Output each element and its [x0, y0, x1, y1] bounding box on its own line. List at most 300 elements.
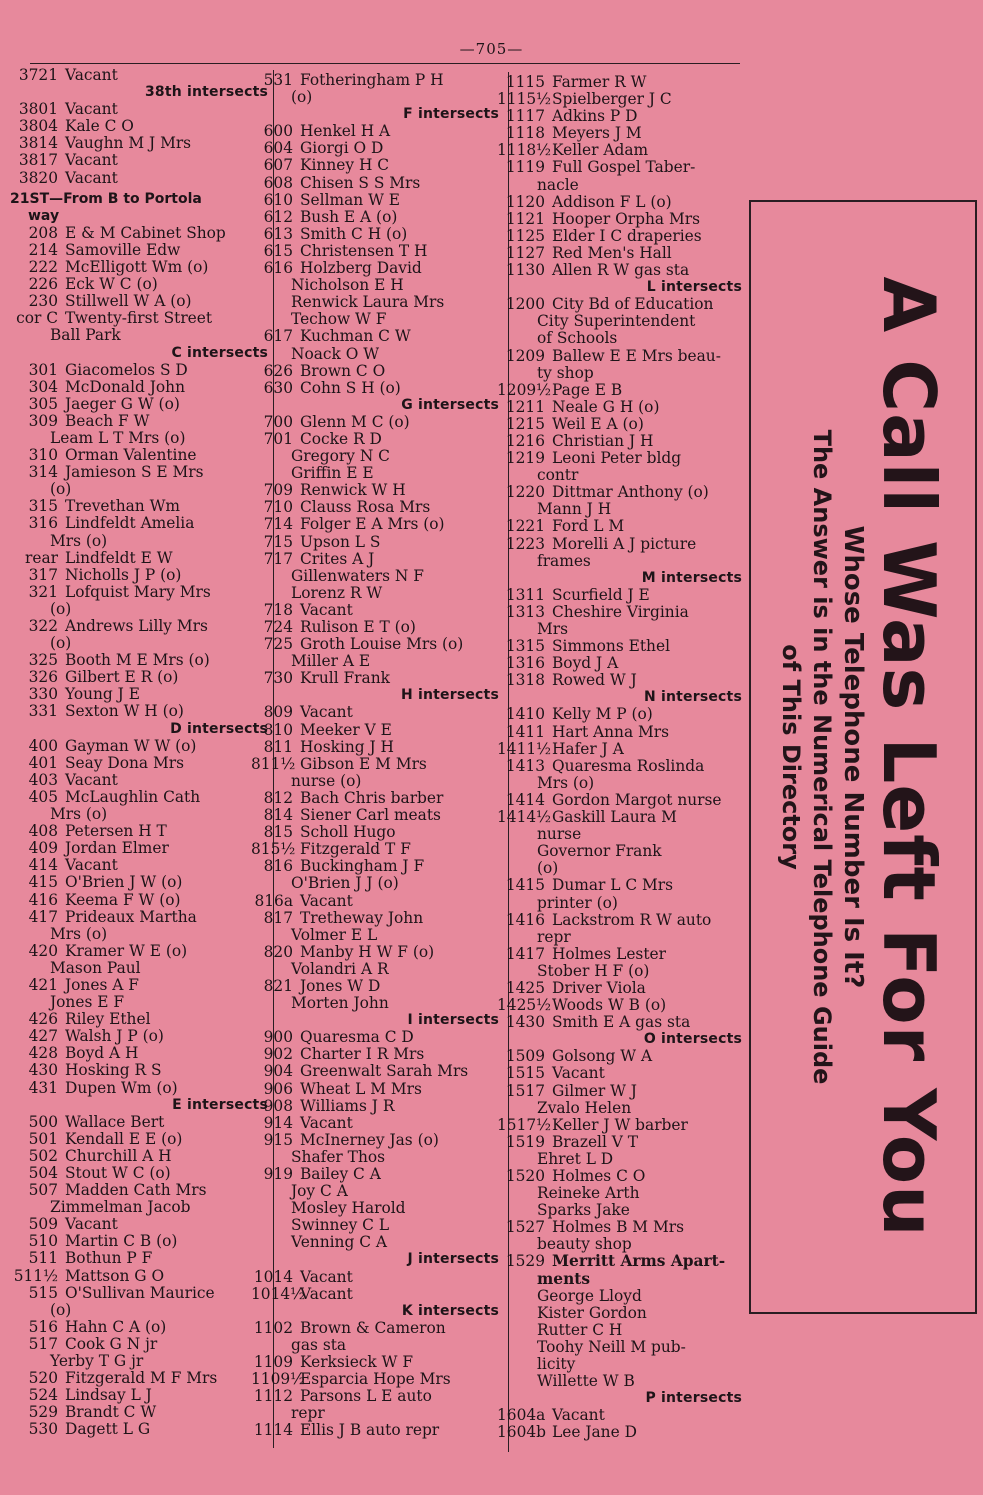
occupant-name: McDonald John [65, 377, 185, 396]
listing-entry [497, 980, 742, 997]
intersection-heading: P intersects [645, 1390, 742, 1407]
house-number: 531 [263, 71, 293, 89]
house-number: 701 [263, 429, 293, 448]
occupant-name: Holmes B M Mrs [552, 1218, 684, 1237]
listing-entry [251, 551, 499, 568]
house-number: 1200 [505, 295, 545, 314]
intersection-heading: L intersects [646, 279, 742, 296]
intersection-heading: O intersects [643, 1031, 742, 1048]
listing-entry [10, 840, 268, 857]
occupant-name: Brown C O [300, 361, 386, 380]
occupant-name: Greenwalt Sarah Mrs [300, 1062, 469, 1081]
listing-entry [251, 824, 499, 841]
house-number: 725 [263, 635, 293, 654]
house-number: 718 [263, 600, 293, 619]
house-number: 1109 [253, 1353, 293, 1372]
occupant-name: Ellis J B auto repr [300, 1421, 440, 1440]
occupant-name: Dumar L C Mrs [552, 876, 674, 895]
occupant-name: Brown & Cameron [300, 1318, 446, 1337]
house-number: 1209½ [497, 380, 552, 399]
listing-continuation: Leam L T Mrs (o) [50, 428, 186, 447]
occupant-name: Tretheway John [300, 908, 424, 927]
house-number: 310 [28, 446, 58, 465]
house-number: 502 [28, 1146, 58, 1165]
house-number: 421 [28, 975, 58, 994]
house-number: 509 [28, 1215, 58, 1234]
listing-entry [251, 380, 499, 397]
occupant-name: Jordan Elmer [65, 839, 169, 858]
house-number: 714 [263, 515, 293, 534]
listing-entry [497, 758, 742, 775]
house-number: cor C [16, 309, 58, 328]
occupant-name: Neale G H (o) [552, 397, 660, 416]
listing-entry [10, 857, 268, 874]
house-number: 510 [28, 1232, 58, 1251]
listing-entry [497, 809, 742, 826]
listing-continuation: repr [291, 1404, 325, 1423]
house-number: 316 [28, 514, 58, 533]
occupant-name: Jones A F [65, 975, 139, 994]
occupant-name: Clauss Rosa Mrs [300, 498, 431, 517]
occupant-name: Siener Carl meats [300, 806, 441, 825]
listing-entry [10, 152, 268, 169]
house-number: 1220 [505, 483, 545, 502]
listing-entry [251, 1098, 499, 1115]
listing-continuation: Gregory N C [291, 447, 390, 466]
house-number: 214 [28, 240, 58, 259]
listing-entry [251, 226, 499, 243]
house-number: 230 [28, 292, 58, 311]
house-number: 430 [28, 1061, 58, 1080]
house-number: 1425½ [497, 996, 552, 1015]
occupant-name: Jamieson S E Mrs [65, 463, 204, 482]
house-number: 724 [263, 618, 293, 636]
occupant-name: Brandt C W [65, 1403, 157, 1422]
occupant-name: Gayman W W (o) [65, 736, 197, 755]
house-number: 1121 [505, 209, 545, 228]
house-number: 1414½ [497, 808, 552, 827]
listing-entry [251, 619, 499, 636]
house-number: 1517½ [497, 1115, 552, 1134]
house-number: 1118½ [497, 141, 552, 160]
house-number: 1604a [497, 1406, 546, 1425]
occupant-name: Driver Viola [552, 978, 646, 997]
house-number: 524 [28, 1386, 58, 1405]
occupant-name: Martin C B (o) [65, 1232, 178, 1251]
occupant-name: Vacant [65, 151, 118, 170]
listing-entry [497, 348, 742, 365]
occupant-name: Vacant [65, 168, 118, 187]
listing-entry [251, 807, 499, 824]
house-number: 405 [28, 787, 58, 806]
listing-entry [497, 1168, 742, 1185]
occupant-name: Stillwell W A (o) [65, 292, 192, 311]
occupant-name: Hafer J A [552, 739, 624, 758]
house-number: 1114 [253, 1421, 293, 1440]
intersection-heading: G intersects [401, 396, 499, 413]
listing-entry [10, 823, 268, 840]
listing-entry [10, 379, 268, 396]
listing-entry [251, 944, 499, 961]
house-number: 914 [263, 1113, 293, 1132]
listing-entry [10, 652, 268, 669]
house-number: 1413 [505, 756, 545, 775]
listing-entry [497, 604, 742, 621]
listing-entry [251, 1371, 499, 1388]
listing-continuation: Swinney C L [291, 1216, 390, 1235]
listing-continuation: Ehret L D [537, 1149, 614, 1168]
listing-continuation: (o) [50, 634, 72, 653]
listing-entry [10, 1404, 268, 1421]
house-number: 326 [28, 668, 58, 687]
listing-entry [10, 293, 268, 310]
house-number: 615 [263, 241, 293, 260]
intersection-heading: E intersects [172, 1096, 268, 1113]
occupant-name: Hahn C A (o) [65, 1317, 167, 1336]
occupant-name: Hosking J H [300, 737, 394, 756]
occupant-name: Glenn M C (o) [300, 412, 410, 431]
house-number: 520 [28, 1369, 58, 1388]
house-number: 630 [263, 378, 293, 397]
listing-entry [10, 135, 268, 152]
listing-entry [497, 484, 742, 501]
listing-entry [251, 1132, 499, 1149]
house-number: 529 [28, 1403, 58, 1422]
occupant-name: Mattson G O [65, 1266, 165, 1285]
occupant-name: Meeker V E [300, 720, 392, 739]
house-number: 330 [28, 685, 58, 704]
listing-entry [10, 1011, 268, 1028]
house-number: 1316 [505, 654, 545, 673]
house-number: 1509 [505, 1047, 545, 1066]
house-number: 1430 [505, 1013, 545, 1032]
listing-entry [10, 1319, 268, 1336]
listing-entry [10, 1285, 268, 1302]
directory-column-2 [251, 72, 499, 1440]
house-number: 507 [28, 1181, 58, 1200]
listing-continuation: Miller A E [291, 652, 371, 671]
house-number: 616 [263, 259, 293, 278]
occupant-name: Walsh J P (o) [65, 1027, 164, 1046]
listing-continuation: Griffin E E [291, 464, 374, 483]
listing-entry [497, 194, 742, 211]
house-number: 3820 [18, 168, 58, 187]
listing-entry [497, 1065, 742, 1082]
occupant-name: Vacant [300, 600, 353, 619]
house-number: 226 [28, 275, 58, 294]
listing-continuation: (o) [50, 480, 72, 499]
occupant-name: Smith E A gas sta [552, 1013, 691, 1032]
house-number: 414 [28, 856, 58, 875]
occupant-name: Rulison E T (o) [300, 618, 416, 636]
listing-continuation: (o) [50, 599, 72, 618]
intersection-heading: H intersects [400, 687, 499, 704]
listing-continuation: Yerby T G jr [50, 1352, 144, 1371]
occupant-name: Kelly M P (o) [552, 705, 653, 724]
house-number: 1120 [505, 192, 545, 211]
house-number: 1311 [505, 585, 545, 604]
occupant-name: Gilbert E R (o) [65, 668, 179, 687]
occupant-name: Gaskill Laura M [552, 808, 677, 827]
occupant-name: Sexton W H (o) [65, 702, 184, 721]
occupant-name: Fitzgerald T F [300, 840, 411, 859]
occupant-name: Lindfeldt E W [65, 548, 173, 567]
occupant-name: Vacant [300, 1284, 353, 1303]
ad-subline: Whose Telephone Number Is It? [838, 525, 869, 989]
house-number: 904 [263, 1062, 293, 1081]
occupant-name: Smith C H (o) [300, 224, 408, 243]
listing-entry [10, 1045, 268, 1062]
occupant-name: Page E B [552, 380, 623, 399]
occupant-name: Bothun P F [65, 1249, 153, 1268]
house-number: 317 [28, 565, 58, 584]
listing-continuation: (o) [291, 88, 313, 107]
listing-entry [10, 498, 268, 515]
house-number: 511 [28, 1249, 58, 1268]
listing-continuation: Mosley Harold [291, 1199, 406, 1218]
listing-continuation: Jones E F [50, 993, 125, 1012]
listing-continuation: Shafer Thos [291, 1147, 386, 1166]
header-rule [30, 63, 740, 64]
occupant-name: Vacant [65, 66, 118, 84]
house-number: 821 [263, 976, 293, 995]
occupant-name: Golsong W A [552, 1047, 653, 1066]
occupant-name: Hosking R S [65, 1061, 162, 1080]
listing-entry [10, 618, 268, 635]
house-number: 500 [28, 1112, 58, 1131]
listing-entry [251, 260, 499, 277]
intersection-heading: N intersects [643, 689, 742, 706]
occupant-name: Weil E A (o) [552, 414, 644, 433]
listing-entry [251, 841, 499, 858]
listing-entry [10, 686, 268, 703]
listing-entry [10, 515, 268, 532]
occupant-name: Vacant [65, 770, 118, 789]
listing-continuation: contr [537, 466, 579, 485]
listing-continuation: Mrs (o) [50, 805, 108, 824]
listing-continuation: Stober H F (o) [537, 961, 650, 980]
house-number: 717 [263, 549, 293, 568]
listing-entry [10, 1268, 268, 1285]
occupant-name: Holzberg David [300, 259, 422, 278]
occupant-name: Morelli A J picture [552, 534, 697, 553]
house-number: 1315 [505, 637, 545, 656]
listing-continuation: printer (o) [537, 893, 618, 912]
listing-continuation: nurse (o) [291, 771, 362, 790]
occupant-name: Vacant [65, 1215, 118, 1234]
listing-entry [497, 1253, 742, 1270]
listing-entry [497, 1048, 742, 1065]
listing-entry [10, 259, 268, 276]
occupant-name: Quaresma Roslinda [552, 756, 705, 775]
listing-entry [10, 170, 268, 187]
listing-entry [10, 1370, 268, 1387]
listing-entry [10, 977, 268, 994]
listing-continuation: Ball Park [50, 326, 121, 345]
occupant-name: Hooper Orpha Mrs [552, 209, 700, 228]
house-number: 607 [263, 156, 293, 175]
listing-continuation: O'Brien J J (o) [291, 874, 399, 893]
listing-entry [251, 192, 499, 209]
house-number: 1517 [505, 1081, 545, 1100]
listing-entry [251, 499, 499, 516]
house-number: 3804 [18, 117, 58, 136]
occupant-name: Krull Frank [300, 669, 390, 688]
listing-entry [497, 997, 742, 1014]
occupant-name: Addison F L (o) [552, 192, 672, 211]
occupant-name: Lee Jane D [552, 1423, 637, 1442]
listing-entry [251, 602, 499, 619]
occupant-name: Renwick W H [300, 481, 406, 500]
listing-entry [497, 877, 742, 894]
house-number: 915 [263, 1130, 293, 1149]
occupant-name: Keller J W barber [552, 1115, 688, 1134]
listing-entry [497, 399, 742, 416]
listing-entry [497, 638, 742, 655]
occupant-name: Vacant [65, 856, 118, 875]
listing-entry [251, 243, 499, 260]
occupant-name: Lindfeldt Amelia [65, 514, 195, 533]
occupant-name: Dittmar Anthony (o) [552, 483, 709, 502]
occupant-name: Kale C O [65, 117, 134, 136]
listing-entry [497, 706, 742, 723]
house-number: 617 [263, 327, 293, 346]
listing-entry [251, 858, 499, 875]
occupant-name: Seay Dona Mrs [65, 753, 185, 772]
occupant-name: Cocke R D [300, 429, 382, 448]
occupant-name: City Bd of Education [552, 295, 714, 314]
listing-entry [10, 892, 268, 909]
occupant-name: Twenty-first Street [65, 309, 213, 328]
listing-entry [497, 724, 742, 741]
listing-entry [251, 534, 499, 551]
listing-continuation: gas sta [291, 1335, 347, 1354]
house-number: 315 [28, 497, 58, 516]
occupant-name: Charter I R Mrs [300, 1045, 425, 1064]
occupant-name: Kendall E E (o) [65, 1129, 183, 1148]
house-number: 1014½ [251, 1284, 306, 1303]
listing-entry [10, 1028, 268, 1045]
house-number: 811½ [251, 754, 296, 773]
listing-entry [497, 672, 742, 689]
occupant-name: Keema F W (o) [65, 890, 181, 909]
listing-entry [10, 225, 268, 242]
house-number: 1216 [505, 431, 545, 450]
house-number: 1014 [253, 1267, 293, 1286]
occupant-name: Booth M E Mrs (o) [65, 651, 210, 670]
house-number: 504 [28, 1164, 58, 1182]
house-number: 309 [28, 411, 58, 430]
listing-entry [10, 1148, 268, 1165]
house-number: 900 [263, 1028, 293, 1047]
house-number: 511½ [13, 1266, 58, 1285]
listing-continuation: Mrs [537, 620, 569, 638]
occupant-name: Brazell V T [552, 1132, 639, 1151]
listing-continuation: licity [537, 1355, 576, 1374]
listing-entry [497, 1424, 742, 1441]
listing-entry [251, 636, 499, 653]
listing-entry [497, 741, 742, 758]
house-number: 811 [263, 737, 293, 756]
listing-entry [497, 262, 742, 279]
listing-continuation: Joy C A [291, 1182, 348, 1201]
listing-continuation: Volmer E L [291, 925, 378, 944]
house-number: 321 [28, 582, 58, 601]
house-number: 301 [28, 360, 58, 379]
occupant-name: Kuchman C W [300, 327, 411, 346]
occupant-name: Merritt Arms Apart- [552, 1252, 726, 1271]
occupant-name: Leoni Peter bldg [552, 449, 682, 468]
listing-entry [251, 670, 499, 687]
house-number: 1313 [505, 602, 545, 621]
occupant-name: Allen R W gas sta [552, 261, 690, 280]
listing-entry [10, 118, 268, 135]
listing-entry [10, 567, 268, 584]
listing-entry [251, 739, 499, 756]
listing-entry [10, 1080, 268, 1097]
occupant-name: Bush E A (o) [300, 207, 398, 226]
listing-entry [10, 789, 268, 806]
listing-entry [10, 1233, 268, 1250]
house-number: 700 [263, 412, 293, 431]
listing-entry [10, 276, 268, 293]
occupant-name: Beach F W [65, 411, 150, 430]
occupant-name: Folger E A Mrs (o) [300, 515, 445, 534]
house-number: 516 [28, 1317, 58, 1336]
occupant-name: Gordon Margot nurse [552, 790, 722, 809]
house-number: rear [25, 548, 58, 567]
occupant-name: Lofquist Mary Mrs [65, 582, 211, 601]
listing-continuation: Willette W B [537, 1372, 635, 1391]
listing-continuation: Morten John [291, 994, 389, 1013]
listing-entry [10, 1250, 268, 1267]
listing-entry [497, 450, 742, 467]
listing-continuation: Venning C A [291, 1233, 387, 1252]
listing-entry [251, 1269, 499, 1286]
listing-entry [10, 362, 268, 379]
listing-entry [251, 893, 499, 910]
house-number: 1425 [505, 978, 545, 997]
occupant-name: Hart Anna Mrs [552, 722, 670, 741]
listing-entry [10, 1165, 268, 1182]
occupant-name: Fotheringham P H [300, 71, 444, 89]
occupant-name: Vacant [552, 1406, 605, 1425]
house-number: 416 [28, 890, 58, 909]
house-number: 1520 [505, 1167, 545, 1185]
listing-continuation: Techow W F [291, 310, 387, 329]
house-number: 815 [263, 823, 293, 842]
listing-continuation: of Schools [537, 329, 618, 348]
house-number: 1318 [505, 671, 545, 690]
house-number: 1209 [505, 346, 545, 365]
house-number: 715 [263, 532, 293, 551]
occupant-name: Farmer R W [552, 73, 647, 91]
house-number: 626 [263, 361, 293, 380]
house-number: 1115½ [497, 90, 552, 109]
listing-entry [10, 703, 268, 720]
listing-entry [251, 790, 499, 807]
ad-subline: of This Directory [777, 644, 806, 870]
listing-entry [497, 912, 742, 929]
occupant-name: Vacant [552, 1064, 605, 1083]
listing-continuation: Reineke Arth [537, 1184, 640, 1203]
listing-entry [251, 704, 499, 721]
listing-entry [497, 1117, 742, 1134]
occupant-name: Vacant [65, 100, 118, 119]
house-number: 1417 [505, 944, 545, 963]
ad-headline: A Call Was Left For You [867, 276, 952, 1238]
listing-continuation: nacle [537, 175, 579, 194]
